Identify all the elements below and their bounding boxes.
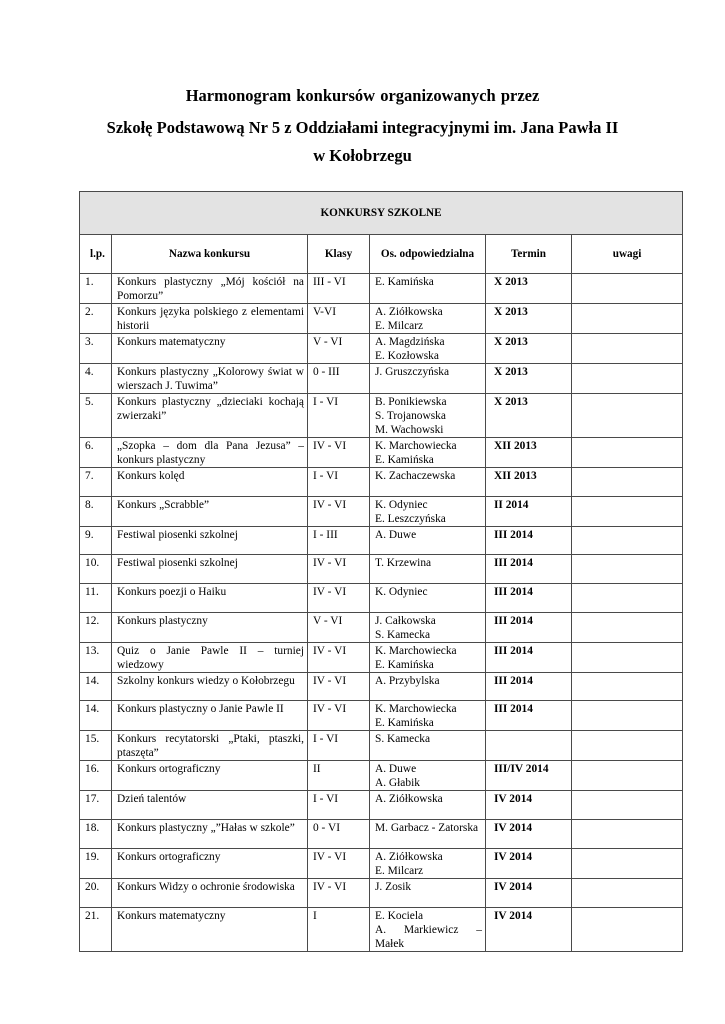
cell-name: Konkurs plastyczny „”Hałas w szkole” — [112, 820, 308, 849]
cell-name: Konkurs matematyczny — [112, 334, 308, 364]
cell-classes: I - VI — [308, 394, 370, 438]
cell-classes: IV - VI — [308, 878, 370, 907]
cell-responsible — [370, 496, 486, 526]
table-row — [80, 820, 683, 849]
cell-name: Konkurs plastyczny „Mój kościół na Pomorzu” — [112, 274, 308, 304]
cell-classes: I — [308, 907, 370, 951]
responsible-person: K. Zachaczewska — [375, 470, 456, 482]
cell-lp: 2. — [80, 304, 112, 334]
table-row — [80, 555, 683, 584]
cell-classes: IV - VI — [308, 848, 370, 878]
table-row — [80, 878, 683, 907]
cell-lp: 13. — [80, 642, 112, 672]
cell-term: XII 2013 — [486, 468, 572, 497]
cell-lp: 15. — [80, 731, 112, 761]
cell-name: Festiwal piosenki szkolnej — [112, 526, 308, 555]
table-row — [80, 731, 683, 761]
cell-term: X 2013 — [486, 334, 572, 364]
cell-notes — [572, 496, 683, 526]
cell-responsible — [370, 848, 486, 878]
cell-name: Konkurs plastyczny — [112, 612, 308, 642]
header-responsible: Os. odpowiedzialna — [370, 235, 486, 274]
table-row — [80, 334, 683, 364]
cell-classes: IV - VI — [308, 672, 370, 701]
cell-classes: I - VI — [308, 791, 370, 820]
cell-term — [486, 731, 572, 761]
cell-responsible — [370, 791, 486, 820]
cell-notes — [572, 584, 683, 613]
cell-term: IV 2014 — [486, 820, 572, 849]
cell-name: Konkurs Widzy o ochronie środowiska — [112, 878, 308, 907]
cell-term: XII 2013 — [486, 438, 572, 468]
cell-classes: V - VI — [308, 612, 370, 642]
cell-lp: 20. — [80, 878, 112, 907]
cell-name: Konkurs plastyczny „dzieciaki kochają zwierzaki” — [112, 394, 308, 438]
cell-name: Konkurs plastyczny „Kolorowy świat w wierszach J. Tuwima” — [112, 364, 308, 394]
cell-term: IV 2014 — [486, 848, 572, 878]
cell-classes: I - VI — [308, 468, 370, 497]
cell-classes: IV - VI — [308, 438, 370, 468]
cell-notes — [572, 334, 683, 364]
cell-term: III 2014 — [486, 612, 572, 642]
cell-notes — [572, 878, 683, 907]
cell-classes: V-VI — [308, 304, 370, 334]
table-row — [80, 642, 683, 672]
cell-notes — [572, 612, 683, 642]
responsible-person: A. Ziółkowska — [375, 306, 443, 318]
cell-name: Festiwal piosenki szkolnej — [112, 555, 308, 584]
responsible-person: J. Gruszczyńska — [375, 366, 450, 378]
cell-responsible — [370, 334, 486, 364]
cell-responsible — [370, 907, 486, 951]
cell-term: II 2014 — [486, 496, 572, 526]
cell-name: Konkurs ortograficzny — [112, 848, 308, 878]
cell-name: Konkurs recytatorski „Ptaki, ptaszki, ptaszęta” — [112, 731, 308, 761]
table-row — [80, 701, 683, 731]
cell-responsible — [370, 820, 486, 849]
document-title-line-3: w Kołobrzegu — [313, 146, 412, 165]
cell-lp: 5. — [80, 394, 112, 438]
cell-notes — [572, 820, 683, 849]
cell-responsible — [370, 274, 486, 304]
cell-responsible — [370, 612, 486, 642]
cell-lp: 18. — [80, 820, 112, 849]
table-row — [80, 304, 683, 334]
cell-term: III 2014 — [486, 555, 572, 584]
responsible-person: A. Głabik — [375, 777, 420, 790]
cell-term: III 2014 — [486, 672, 572, 701]
responsible-person: A. Markiewicz – Małek — [375, 923, 482, 950]
cell-lp: 14. — [80, 672, 112, 701]
cell-responsible — [370, 555, 486, 584]
table-row — [80, 274, 683, 304]
cell-classes: IV - VI — [308, 555, 370, 584]
cell-notes — [572, 672, 683, 701]
responsible-person: B. Ponikiewska — [375, 396, 447, 408]
responsible-person: E. Milcarz — [375, 320, 424, 332]
cell-notes — [572, 274, 683, 304]
cell-lp: 21. — [80, 907, 112, 951]
cell-classes: II — [308, 761, 370, 791]
cell-lp: 6. — [80, 438, 112, 468]
responsible-person: A. Duwe — [375, 763, 417, 776]
table-row — [80, 848, 683, 878]
responsible-person: M. Garbacz - Zatorska — [375, 822, 479, 835]
cell-name: Konkurs „Scrabble” — [112, 496, 308, 526]
cell-responsible — [370, 584, 486, 613]
responsible-person: K. Odyniec — [375, 498, 428, 511]
cell-notes — [572, 526, 683, 555]
cell-notes — [572, 791, 683, 820]
responsible-person: T. Krzewina — [375, 557, 432, 570]
cell-classes: IV - VI — [308, 642, 370, 672]
header-term: Termin — [486, 235, 572, 274]
cell-lp: 9. — [80, 526, 112, 555]
responsible-person: A. Magdzińska — [375, 336, 445, 348]
header-name: Nazwa konkursu — [112, 235, 308, 274]
table-body — [80, 274, 683, 952]
responsible-person: M. Wachowski — [375, 424, 444, 436]
cell-term: IV 2014 — [486, 878, 572, 907]
table-row — [80, 394, 683, 438]
cell-term: IV 2014 — [486, 907, 572, 951]
cell-lp: 10. — [80, 555, 112, 584]
cell-lp: 4. — [80, 364, 112, 394]
responsible-person: S. Kamecka — [375, 628, 431, 641]
table-row — [80, 612, 683, 642]
responsible-person: S. Kamecka — [375, 733, 431, 746]
cell-responsible — [370, 878, 486, 907]
cell-notes — [572, 555, 683, 584]
cell-classes: 0 - VI — [308, 820, 370, 849]
cell-responsible — [370, 438, 486, 468]
cell-notes — [572, 701, 683, 731]
cell-lp: 19. — [80, 848, 112, 878]
cell-term: III 2014 — [486, 642, 572, 672]
cell-name: Konkurs ortograficzny — [112, 761, 308, 791]
responsible-person: E. Kociela — [375, 909, 424, 922]
cell-classes: III - VI — [308, 274, 370, 304]
cell-term: IV 2014 — [486, 791, 572, 820]
document-title-line-1: Harmonogram konkursów organizowanych przez — [185, 86, 540, 105]
cell-name: Quiz o Janie Pawle II – turniej wiedzowy — [112, 642, 308, 672]
responsible-person: E. Kamińska — [375, 454, 434, 466]
cell-term: III 2014 — [486, 584, 572, 613]
responsible-person: K. Marchowiecka — [375, 644, 457, 657]
cell-term: X 2013 — [486, 274, 572, 304]
table-row — [80, 438, 683, 468]
cell-lp: 3. — [80, 334, 112, 364]
cell-name: Konkurs języka polskiego z elementami historii — [112, 304, 308, 334]
cell-responsible — [370, 761, 486, 791]
table-row — [80, 468, 683, 497]
cell-classes: 0 - III — [308, 364, 370, 394]
responsible-person: A. Duwe — [375, 528, 417, 541]
cell-notes — [572, 364, 683, 394]
cell-responsible — [370, 731, 486, 761]
responsible-person: E. Kamińska — [375, 717, 434, 730]
table-row — [80, 672, 683, 701]
cell-classes: I - VI — [308, 731, 370, 761]
cell-responsible — [370, 304, 486, 334]
table-row — [80, 584, 683, 613]
table-row — [80, 907, 683, 951]
responsible-person: K. Marchowiecka — [375, 440, 457, 452]
cell-term: X 2013 — [486, 364, 572, 394]
responsible-person: A. Przybylska — [375, 674, 440, 687]
cell-lp: 11. — [80, 584, 112, 613]
cell-term: III 2014 — [486, 701, 572, 731]
cell-notes — [572, 642, 683, 672]
cell-lp: 7. — [80, 468, 112, 497]
responsible-person: J. Zosik — [375, 880, 412, 893]
cell-classes: IV - VI — [308, 701, 370, 731]
cell-responsible — [370, 672, 486, 701]
cell-lp: 12. — [80, 612, 112, 642]
cell-notes — [572, 907, 683, 951]
contest-schedule-table — [79, 191, 683, 952]
table-row — [80, 496, 683, 526]
cell-name: „Szopka – dom dla Pana Jezusa” – konkurs plastyczny — [112, 438, 308, 468]
responsible-person: K. Odyniec — [375, 586, 428, 599]
cell-lp: 16. — [80, 761, 112, 791]
table-row — [80, 364, 683, 394]
responsible-person: K. Marchowiecka — [375, 703, 457, 716]
cell-classes: V - VI — [308, 334, 370, 364]
responsible-person: E. Kamińska — [375, 276, 434, 288]
cell-lp: 8. — [80, 496, 112, 526]
responsible-person: S. Trojanowska — [375, 410, 446, 422]
cell-responsible — [370, 701, 486, 731]
cell-lp: 14. — [80, 701, 112, 731]
table-row — [80, 761, 683, 791]
responsible-person: J. Całkowska — [375, 614, 436, 627]
responsible-person: A. Ziółkowska — [375, 793, 443, 806]
cell-responsible — [370, 468, 486, 497]
cell-lp: 1. — [80, 274, 112, 304]
cell-classes: I - III — [308, 526, 370, 555]
table-row — [80, 526, 683, 555]
cell-notes — [572, 438, 683, 468]
cell-term: X 2013 — [486, 304, 572, 334]
header-notes: uwagi — [572, 235, 683, 274]
cell-notes — [572, 731, 683, 761]
cell-notes — [572, 761, 683, 791]
responsible-person: E. Kozłowska — [375, 350, 439, 362]
cell-name: Konkurs plastyczny o Janie Pawle II — [112, 701, 308, 731]
section-header: KONKURSY SZKOLNE — [80, 192, 683, 235]
cell-classes: IV - VI — [308, 584, 370, 613]
cell-notes — [572, 394, 683, 438]
cell-name: Szkolny konkurs wiedzy o Kołobrzegu — [112, 672, 308, 701]
cell-responsible — [370, 364, 486, 394]
responsible-person: E. Leszczyńska — [375, 512, 446, 525]
responsible-person: E. Milcarz — [375, 864, 424, 877]
responsible-person: A. Ziółkowska — [375, 850, 443, 863]
cell-responsible — [370, 526, 486, 555]
cell-term: III/IV 2014 — [486, 761, 572, 791]
header-lp: l.p. — [80, 235, 112, 274]
document-title-line-2: Szkołę Podstawową Nr 5 z Oddziałami integracyjnymi im. Jana Pawła II — [106, 118, 619, 137]
cell-name: Konkurs poezji o Haiku — [112, 584, 308, 613]
cell-name: Konkurs matematyczny — [112, 907, 308, 951]
header-classes: Klasy — [308, 235, 370, 274]
cell-responsible — [370, 394, 486, 438]
cell-notes — [572, 848, 683, 878]
responsible-person: E. Kamińska — [375, 658, 434, 671]
cell-term: X 2013 — [486, 394, 572, 438]
cell-name: Dzień talentów — [112, 791, 308, 820]
column-header-row — [80, 235, 683, 274]
cell-responsible — [370, 642, 486, 672]
cell-notes — [572, 468, 683, 497]
cell-lp: 17. — [80, 791, 112, 820]
cell-term: III 2014 — [486, 526, 572, 555]
cell-classes: IV - VI — [308, 496, 370, 526]
table-row — [80, 791, 683, 820]
cell-notes — [572, 304, 683, 334]
cell-name: Konkurs kolęd — [112, 468, 308, 497]
